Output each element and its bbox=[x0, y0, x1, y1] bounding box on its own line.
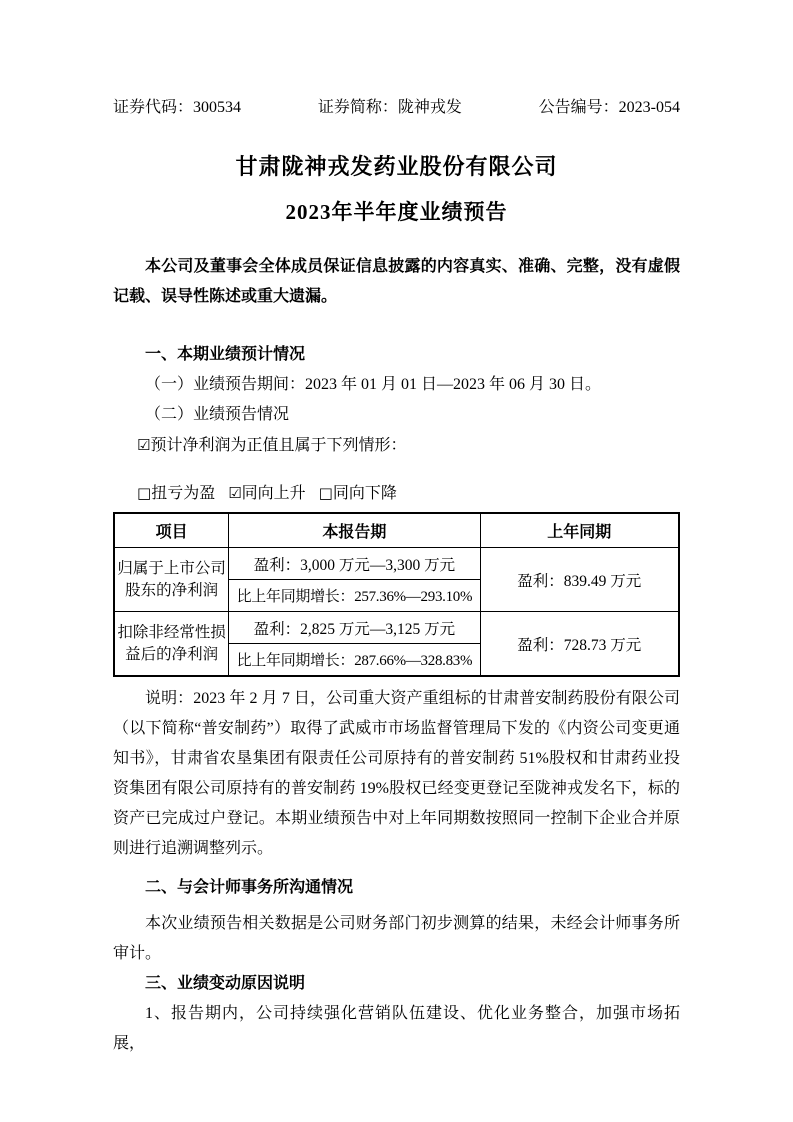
deducted-profit-amount-cell: 盈利：2,825 万元—3,125 万元 bbox=[229, 612, 480, 644]
stock-name-text: 证券简称：陇神戎发 bbox=[317, 99, 462, 116]
announcement-number-text: 公告编号：2023-054 bbox=[538, 99, 680, 116]
header-cell-item: 项目 bbox=[114, 513, 229, 548]
option-same-direction-down bbox=[319, 485, 397, 502]
option-same-direction-up bbox=[228, 485, 305, 502]
deducted-profit-row-label: 扣除非经常性损益后的净利润 bbox=[114, 612, 229, 677]
table-header-row bbox=[114, 513, 679, 548]
option-label: 同向下降 bbox=[332, 485, 397, 502]
doc-title: 甘肃陇神戎发药业股份有限公司 bbox=[235, 154, 558, 179]
net-profit-growth-cell: 比上年同期增长：257.36%—293.10% bbox=[229, 580, 480, 612]
reasons-section-heading: 三、业绩变动原因说明 bbox=[145, 975, 306, 992]
unchecked-checkbox-icon: □ bbox=[318, 484, 333, 502]
option-label: 同向上升 bbox=[241, 485, 306, 502]
restructuring-note-paragraph: 说明：2023 年 2 月 7 日，公司重大资产重组标的甘肃普安制药股份有限公司（以下简称“普安制药”）取得了武威市市场监督管理局下发的《内资公司变更通知书》，甘肃省农垦集团有限责任公司原持有的普安制药 51%股权和甘肃药业投资集团有限公司原持有的普安制药 19%股权已经变更登记至陇神戎发名下，标的资产已完成过户登记。本期业绩预告中对上年同期数按照同一控制下企业合并原则进行追溯调整列示。 bbox=[113, 690, 680, 857]
profit-condition-line bbox=[113, 430, 680, 461]
declaration-paragraph: 本公司及董事会全体成员保证信息披露的内容真实、准确、完整，没有虚假记载、误导性陈述或重大遗漏。 bbox=[113, 258, 680, 305]
deducted-profit-prior-cell: 盈利：728.73 万元 bbox=[480, 612, 679, 677]
option-turnaround bbox=[137, 485, 215, 502]
performance-options-line bbox=[113, 478, 680, 509]
deducted-profit-growth-cell: 比上年同期增长：287.66%—328.83% bbox=[229, 644, 480, 677]
net-profit-row-label: 归属于上市公司股东的净利润 bbox=[114, 548, 229, 612]
accountant-paragraph: 本次业绩预告相关数据是公司财务部门初步测算的结果，未经会计师事务所审计。 bbox=[113, 915, 680, 962]
option-label: 扭亏为盈 bbox=[151, 485, 216, 502]
forecast-section-heading: 一、本期业绩预计情况 bbox=[145, 346, 306, 363]
header-cell-current-period: 本报告期 bbox=[229, 513, 480, 548]
stock-code-text: 证券代码：300534 bbox=[113, 99, 242, 116]
accountant-section-heading: 二、与会计师事务所沟通情况 bbox=[145, 879, 354, 896]
table-row bbox=[114, 612, 679, 644]
forecast-period-line: （一）业绩预告期间：2023 年 01 月 01 日—2023 年 06 月 30 日。 bbox=[145, 376, 602, 393]
table-row bbox=[114, 548, 679, 580]
profit-condition-text: 预计净利润为正值且属于下列情形： bbox=[150, 437, 407, 454]
net-profit-amount-cell: 盈利：3,000 万元—3,300 万元 bbox=[229, 548, 480, 580]
net-profit-prior-cell: 盈利：839.49 万元 bbox=[480, 548, 679, 612]
checked-checkbox-icon: ☑ bbox=[228, 484, 242, 502]
checked-checkbox-icon: ☑ bbox=[137, 436, 151, 454]
forecast-situation-line: （二）业绩预告情况 bbox=[145, 406, 290, 423]
performance-table bbox=[113, 512, 680, 677]
doc-header bbox=[113, 93, 680, 123]
header-cell-prior-period: 上年同期 bbox=[480, 513, 679, 548]
unchecked-checkbox-icon: □ bbox=[137, 484, 152, 502]
reasons-paragraph: 1、报告期内，公司持续强化营销队伍建设、优化业务整合，加强市场拓展， bbox=[113, 1005, 680, 1052]
doc-subtitle: 2023年半年度业绩预告 bbox=[285, 200, 508, 224]
